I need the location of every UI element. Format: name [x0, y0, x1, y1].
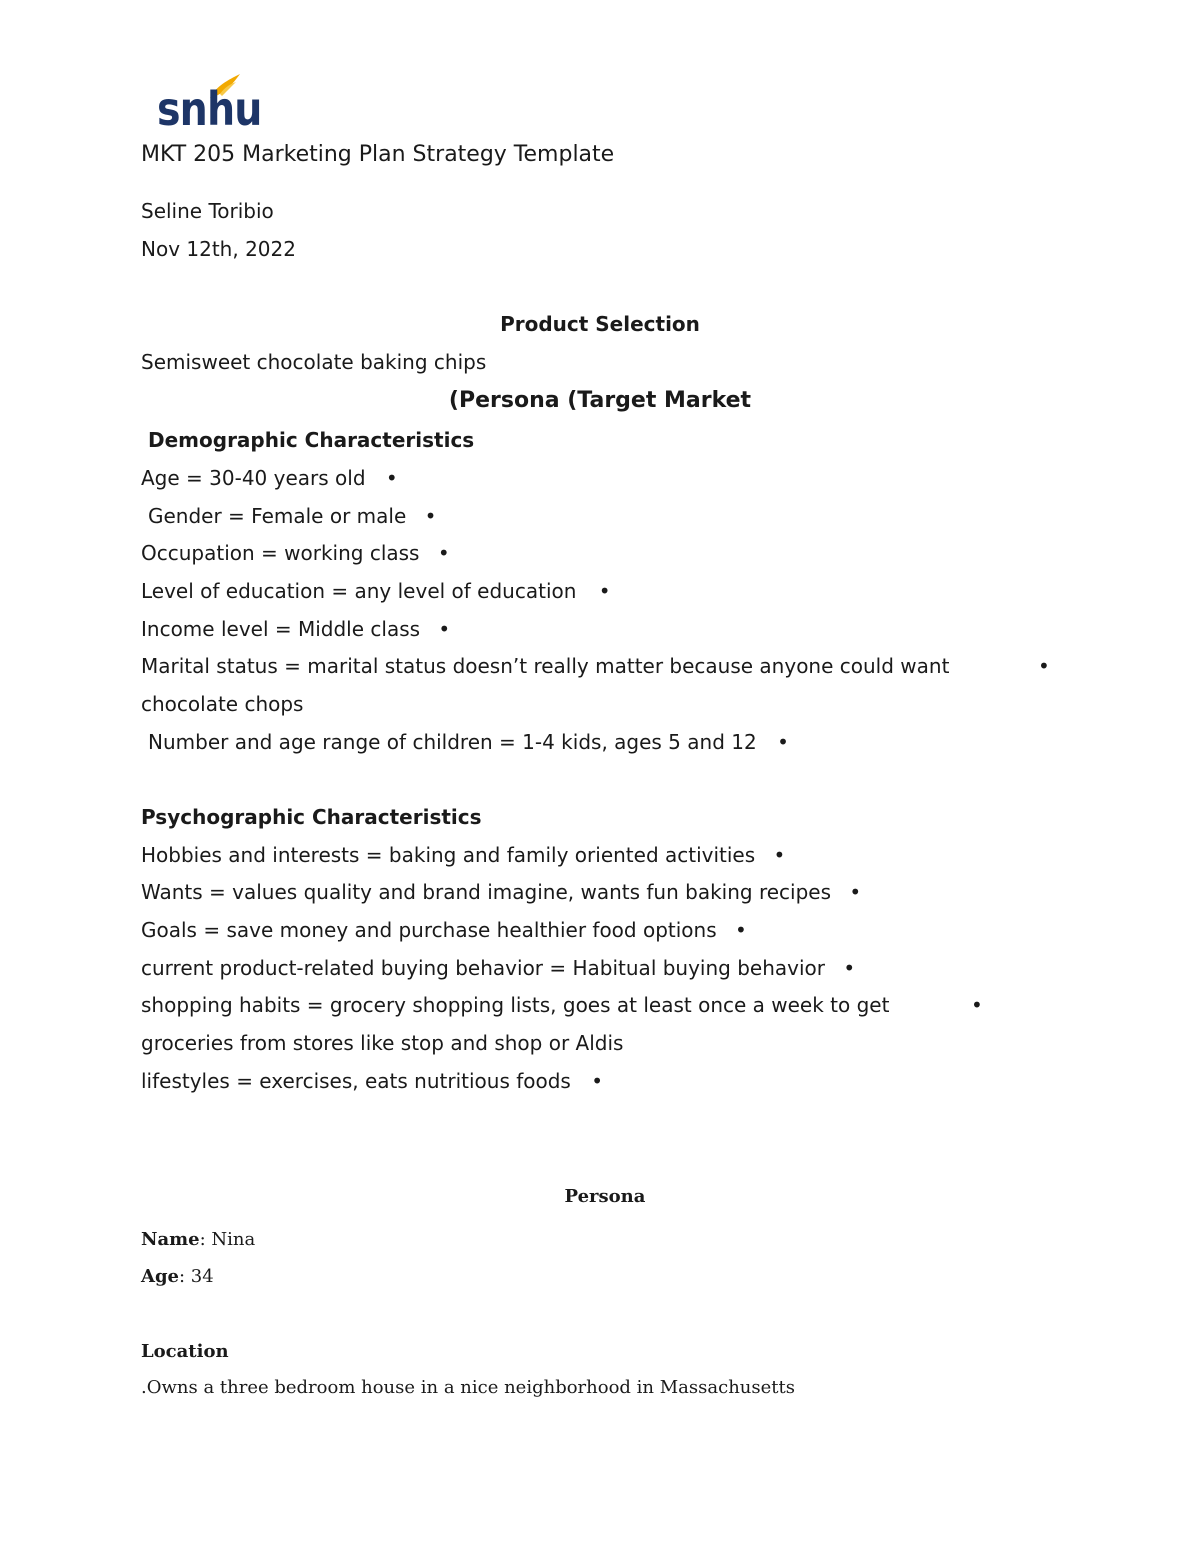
- item-text: Marital status = marital status doesn’t really matter because anyone could want: [141, 654, 950, 678]
- demographic-continuation: chocolate chops: [141, 692, 304, 716]
- document-title: MKT 205 Marketing Plan Strategy Template: [141, 142, 615, 167]
- item-text: Occupation = working class: [141, 541, 420, 565]
- demographic-item: [141, 541, 450, 565]
- bullet-icon: •: [735, 918, 747, 942]
- bullet-icon: •: [385, 466, 398, 490]
- item-text: Level of education = any level of education: [141, 579, 577, 603]
- logo-text: snhu: [157, 82, 262, 136]
- item-text: Age = 30-40 years old: [141, 466, 366, 490]
- persona-age-value: : 34: [179, 1266, 214, 1287]
- persona-location-value: .Owns a three bedroom house in a nice neighborhood in Massachusetts: [141, 1377, 795, 1398]
- bullet-icon: •: [438, 617, 451, 641]
- bullet-icon: •: [591, 1069, 604, 1093]
- persona-location-label: Location: [141, 1341, 229, 1362]
- product-selection-heading: Product Selection: [500, 312, 700, 336]
- psychographic-item: [141, 918, 747, 942]
- persona-heading: Persona: [564, 1186, 646, 1207]
- demographic-item: [148, 730, 789, 754]
- bullet-icon: •: [971, 993, 983, 1017]
- bullet-icon: •: [777, 730, 789, 754]
- item-text: lifestyles = exercises, eats nutritious foods: [141, 1069, 571, 1093]
- document-date: Nov 12th, 2022: [141, 237, 296, 261]
- item-text: Wants = values quality and brand imagine, wants fun baking recipes: [141, 880, 832, 904]
- demographic-heading: Demographic Characteristics: [148, 428, 475, 452]
- target-market-heading: (Persona (Target Market: [448, 388, 752, 413]
- persona-name-value: : Nina: [199, 1229, 256, 1250]
- persona-age-label: Age: [141, 1266, 180, 1287]
- product-selection-value: Semisweet chocolate baking chips: [141, 350, 487, 374]
- persona-age: [141, 1266, 214, 1288]
- psychographic-item: [141, 880, 861, 904]
- bullet-icon: •: [437, 541, 450, 565]
- bullet-icon: •: [849, 880, 862, 904]
- demographic-item: [141, 654, 949, 678]
- item-text: Gender = Female or male: [148, 504, 407, 528]
- demographic-item: [148, 504, 436, 528]
- item-text: Goals = save money and purchase healthier food options: [141, 918, 717, 942]
- bullet-icon: •: [1038, 654, 1050, 678]
- bullet-icon: •: [598, 579, 611, 603]
- author-name: Seline Toribio: [141, 199, 274, 223]
- psychographic-heading: Psychographic Characteristics: [141, 805, 482, 829]
- bullet-icon: •: [424, 504, 437, 528]
- demographic-item: [141, 617, 450, 641]
- persona-name-label: Name: [141, 1229, 200, 1250]
- bullet-icon: •: [773, 843, 786, 867]
- item-text: Number and age range of children = 1-4 kids, ages 5 and 12: [148, 730, 757, 754]
- psychographic-continuation: groceries from stores like stop and shop or Aldis: [141, 1031, 624, 1055]
- psychographic-item: [141, 993, 889, 1017]
- demographic-item: [141, 579, 611, 603]
- psychographic-item: [141, 1069, 603, 1093]
- demographic-item: [141, 466, 398, 490]
- persona-name: [141, 1229, 255, 1251]
- psychographic-item: [141, 843, 785, 867]
- item-text: shopping habits = grocery shopping lists, goes at least once a week to get: [141, 993, 890, 1017]
- item-text: Income level = Middle class: [141, 617, 421, 641]
- item-text: Hobbies and interests = baking and family oriented activities: [141, 843, 756, 867]
- psychographic-item: [141, 956, 855, 980]
- bullet-icon: •: [843, 956, 856, 980]
- item-text: current product-related buying behavior = Habitual buying behavior: [141, 956, 826, 980]
